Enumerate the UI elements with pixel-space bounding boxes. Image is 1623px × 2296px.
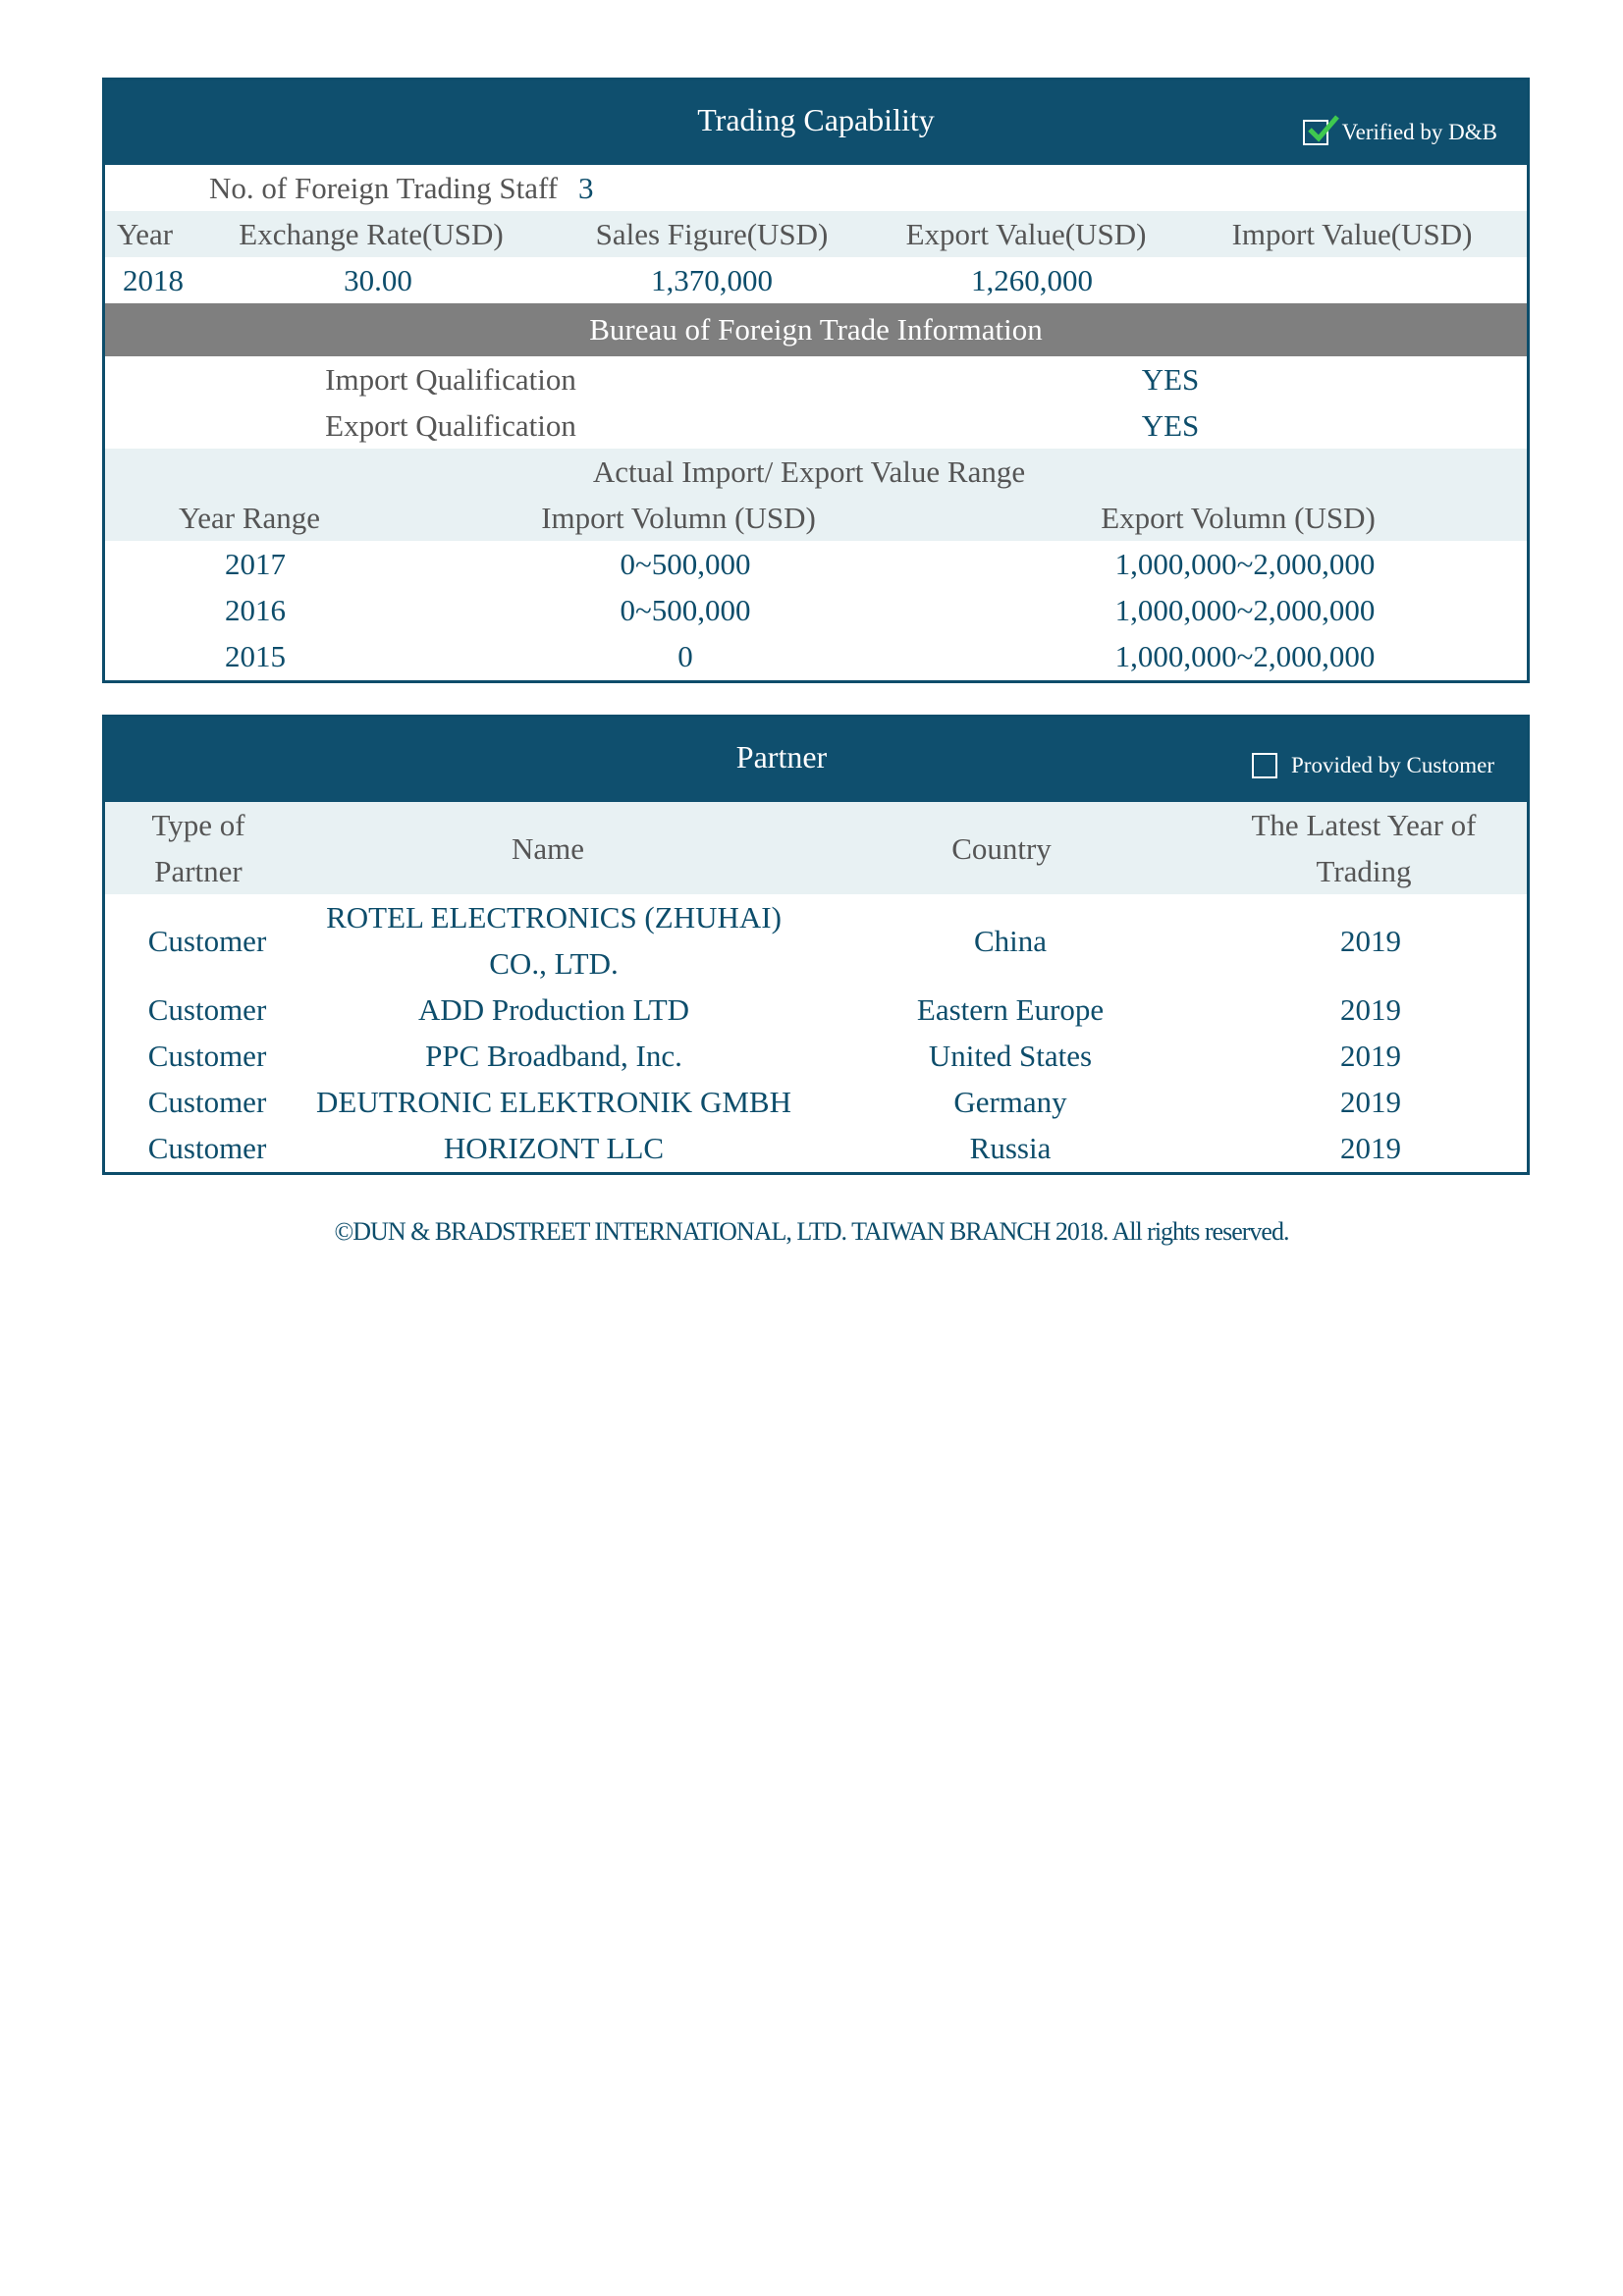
import-qualification-row xyxy=(105,356,1527,402)
partner-type: Customer xyxy=(147,1039,267,1073)
range-title: Actual Import/ Export Value Range xyxy=(592,454,1026,489)
col-import-volume: Import Volumn (USD) xyxy=(541,501,816,535)
partner-type: Customer xyxy=(147,1131,267,1165)
cell-export-value: 1,260,000 xyxy=(971,263,1093,297)
col-latest-year-l2: Trading xyxy=(1316,854,1412,888)
partner-year: 2019 xyxy=(1340,1085,1401,1119)
partner-row xyxy=(105,1079,1527,1125)
checkbox-icon xyxy=(1303,120,1328,145)
partner-year: 2019 xyxy=(1340,992,1401,1027)
bureau-title-bar: Bureau of Foreign Trade Information xyxy=(105,303,1527,356)
section-title: Trading Capability xyxy=(697,102,935,137)
trading-header-row xyxy=(105,211,1527,257)
partner-name: DEUTRONIC ELEKTRONIK GMBH xyxy=(316,1085,791,1119)
partner-year: 2019 xyxy=(1340,1131,1401,1165)
range-year: 2016 xyxy=(225,593,286,627)
range-export: 1,000,000~2,000,000 xyxy=(1114,593,1376,627)
range-import: 0~500,000 xyxy=(620,547,751,581)
checkbox-icon xyxy=(1252,753,1277,778)
col-sales-figure: Sales Figure(USD) xyxy=(595,217,829,251)
range-row xyxy=(105,541,1527,587)
range-export: 1,000,000~2,000,000 xyxy=(1114,547,1376,581)
range-export: 1,000,000~2,000,000 xyxy=(1114,639,1376,673)
partner-year: 2019 xyxy=(1340,1039,1401,1073)
partner-country: Russia xyxy=(969,1131,1052,1165)
check-icon xyxy=(1307,112,1340,145)
col-name: Name xyxy=(511,831,585,866)
partner-name: HORIZONT LLC xyxy=(443,1131,665,1165)
col-import-value: Import Value(USD) xyxy=(1231,217,1473,251)
cell-year: 2018 xyxy=(123,263,184,297)
range-year: 2015 xyxy=(225,639,286,673)
col-type-of-partner-l2: Partner xyxy=(154,854,243,888)
copyright-footer: ©DUN & BRADSTREET INTERNATIONAL, LTD. TAIWAN BRANCH 2018. All rights reserved. xyxy=(334,1217,1289,1246)
staff-row xyxy=(105,165,1527,211)
trading-capability-header xyxy=(105,80,1527,165)
export-qualification-label: Export Qualification xyxy=(325,408,576,443)
trading-data-row xyxy=(105,257,1527,303)
provided-badge xyxy=(1252,753,1494,778)
partner-country: China xyxy=(973,924,1048,958)
verified-label: Verified by D&B xyxy=(1341,120,1497,144)
partner-country: United States xyxy=(928,1039,1093,1073)
partner-row xyxy=(105,987,1527,1033)
staff-label: No. of Foreign Trading Staff xyxy=(209,171,559,205)
cell-exchange-rate: 30.00 xyxy=(344,263,412,297)
section-title: Partner xyxy=(735,739,828,774)
staff-value: 3 xyxy=(578,171,594,205)
partner-country: Eastern Europe xyxy=(916,992,1105,1027)
col-year-range: Year Range xyxy=(178,501,321,535)
range-import: 0 xyxy=(677,639,693,673)
partner-row xyxy=(105,1033,1527,1079)
cell-sales-figure: 1,370,000 xyxy=(651,263,773,297)
partner-country: Germany xyxy=(953,1085,1067,1119)
col-year: Year xyxy=(117,217,174,251)
range-header-row xyxy=(105,495,1527,541)
range-row xyxy=(105,633,1527,679)
partner-name: ADD Production LTD xyxy=(417,992,690,1027)
partner-type: Customer xyxy=(147,992,267,1027)
provided-label: Provided by Customer xyxy=(1291,753,1494,777)
partner-row xyxy=(105,1125,1527,1171)
partner-type: Customer xyxy=(147,924,267,958)
range-year: 2017 xyxy=(225,547,286,581)
partner-year: 2019 xyxy=(1340,924,1401,958)
import-qualification-value: YES xyxy=(1141,362,1200,397)
col-export-volume: Export Volumn (USD) xyxy=(1101,501,1376,535)
partner-name-l1: ROTEL ELECTRONICS (ZHUHAI) xyxy=(326,900,782,934)
partner-section xyxy=(102,715,1530,1175)
partner-row xyxy=(105,894,1527,987)
range-import: 0~500,000 xyxy=(620,593,751,627)
col-exchange-rate: Exchange Rate(USD) xyxy=(239,217,504,251)
export-qualification-row xyxy=(105,402,1527,449)
partner-type: Customer xyxy=(147,1085,267,1119)
import-qualification-label: Import Qualification xyxy=(325,362,576,397)
range-title-row xyxy=(105,449,1527,495)
range-row xyxy=(105,587,1527,633)
col-type-of-partner-l1: Type of xyxy=(151,808,245,842)
partner-header xyxy=(105,718,1527,802)
col-country: Country xyxy=(951,831,1052,866)
partner-name-l2: CO., LTD. xyxy=(489,946,619,981)
export-qualification-value: YES xyxy=(1141,408,1200,443)
verified-badge xyxy=(1303,120,1497,145)
partner-header-row xyxy=(105,802,1527,894)
col-latest-year-l1: The Latest Year of xyxy=(1251,808,1477,842)
trading-capability-section xyxy=(102,78,1530,683)
col-export-value: Export Value(USD) xyxy=(905,217,1147,251)
partner-name: PPC Broadband, Inc. xyxy=(425,1039,682,1073)
